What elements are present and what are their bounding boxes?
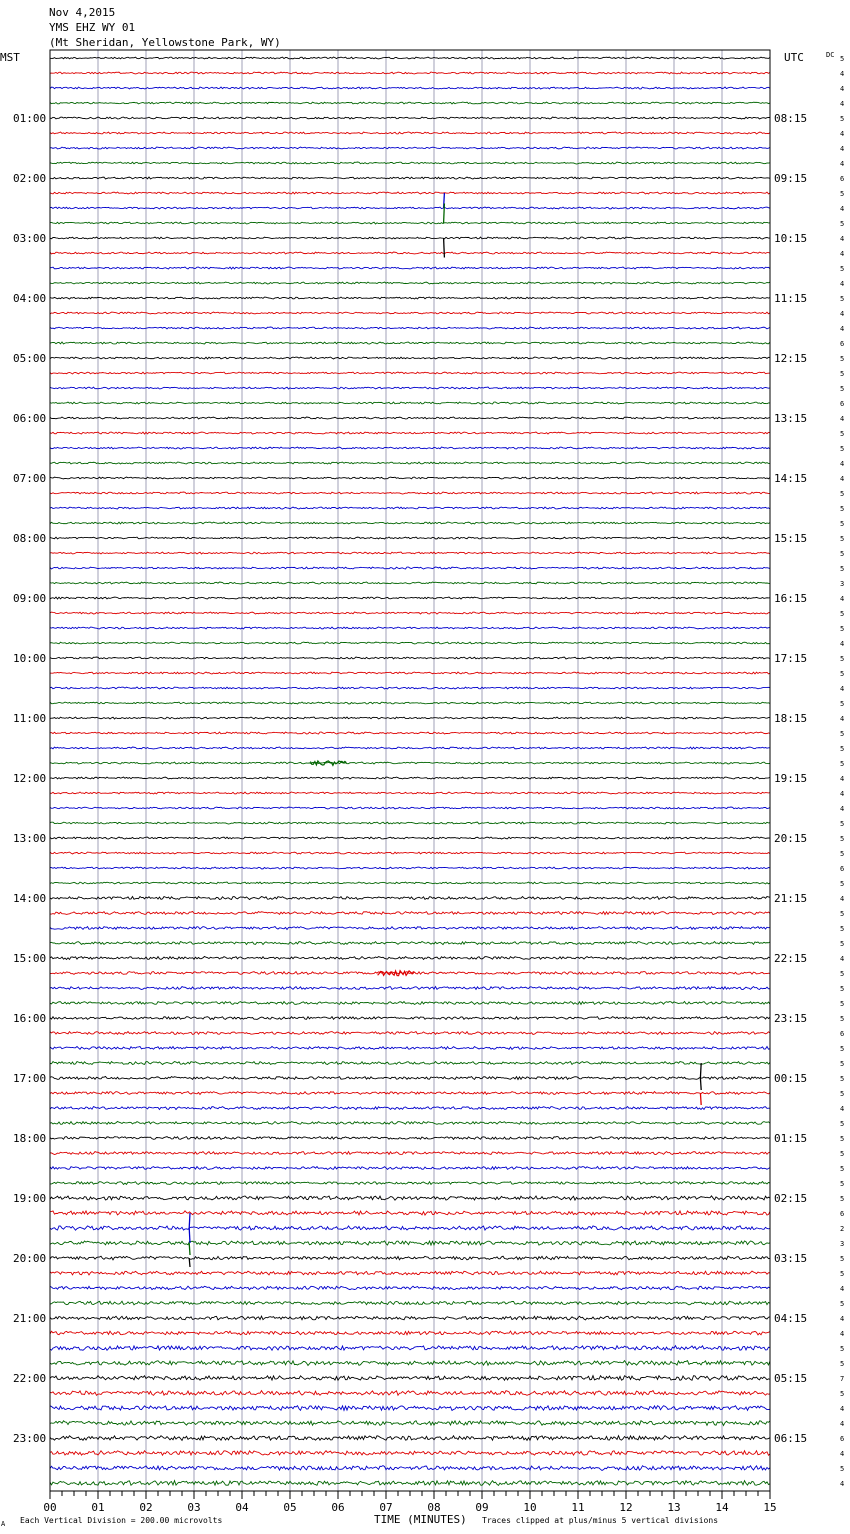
dc-value: 5: [840, 700, 845, 708]
utc-hour-label: 14:15: [774, 472, 808, 485]
dc-value: 5: [840, 910, 845, 918]
dc-value: 6: [840, 1435, 845, 1443]
dc-axis-label: DC: [826, 51, 835, 59]
dc-value: 5: [840, 1135, 845, 1143]
seismic-trace: [50, 837, 770, 839]
dc-value: 5: [840, 505, 845, 513]
seismic-trace: [50, 1047, 770, 1050]
mst-hour-label: 14:00: [13, 892, 47, 905]
dc-value: 4: [840, 1480, 845, 1488]
dc-value: 5: [840, 445, 845, 453]
dc-value: 5: [840, 1300, 845, 1308]
mst-hour-label: 23:00: [13, 1432, 47, 1445]
utc-hour-label: 17:15: [774, 652, 808, 665]
dc-value: 3: [840, 580, 845, 588]
seismic-trace: [50, 1166, 770, 1169]
utc-hour-label: 16:15: [774, 592, 808, 605]
dc-value: 7: [840, 1375, 845, 1383]
mst-hour-label: 17:00: [13, 1072, 47, 1085]
seismic-trace: [50, 732, 770, 734]
seismic-event-spike: [700, 1093, 701, 1105]
seismic-trace: [50, 462, 770, 464]
mst-hour-label: 04:00: [13, 292, 47, 305]
seismic-trace: [50, 102, 770, 104]
seismic-trace: [50, 402, 770, 404]
seismic-event-spike: [700, 1063, 701, 1078]
seismic-trace: [50, 1076, 770, 1079]
dc-value: 5: [840, 1120, 845, 1128]
seismic-trace: [50, 597, 770, 599]
mst-hour-label: 09:00: [13, 592, 47, 605]
dc-value: 4: [840, 955, 845, 963]
seismic-trace: [50, 942, 770, 945]
seismic-trace: [50, 1346, 770, 1351]
utc-hour-label: 05:15: [774, 1372, 808, 1385]
dc-value: 5: [840, 190, 845, 198]
seismic-trace: [50, 1017, 770, 1020]
seismic-trace: [50, 897, 770, 900]
seismic-trace: [50, 657, 770, 659]
dc-value: 4: [840, 595, 845, 603]
dc-value: 4: [840, 1105, 845, 1113]
seismic-trace: [50, 267, 770, 269]
utc-hour-label: 04:15: [774, 1312, 808, 1325]
seismic-trace: [50, 1436, 770, 1441]
dc-value: 5: [840, 880, 845, 888]
seismic-trace: [50, 72, 770, 74]
dc-value: 4: [840, 460, 845, 468]
x-tick-label: 13: [667, 1501, 681, 1514]
mst-hour-label: 10:00: [13, 652, 47, 665]
dc-value: 5: [840, 265, 845, 273]
seismic-trace: [50, 327, 770, 329]
dc-value: 4: [840, 130, 845, 138]
plot-frame: [50, 50, 770, 1491]
dc-value: 4: [840, 145, 845, 153]
dc-value: 5: [840, 610, 845, 618]
seismic-event-spike: [700, 1078, 701, 1090]
utc-hour-label: 22:15: [774, 952, 808, 965]
utc-hour-label: 11:15: [774, 292, 808, 305]
seismic-trace: [50, 522, 770, 524]
dc-value: 5: [840, 370, 845, 378]
seismic-trace: [50, 1062, 770, 1065]
seismic-trace: [50, 1271, 770, 1275]
seismic-trace: [50, 1361, 770, 1366]
dc-value: 5: [840, 355, 845, 363]
seismic-trace: [50, 927, 770, 930]
utc-hour-label: 21:15: [774, 892, 808, 905]
mst-hour-label: 19:00: [13, 1192, 47, 1205]
seismic-trace: [50, 1481, 770, 1486]
dc-value: 5: [840, 1045, 845, 1053]
seismic-trace: [50, 357, 770, 359]
seismic-trace: [50, 1331, 770, 1335]
seismic-trace: [50, 911, 770, 914]
dc-value: 4: [840, 235, 845, 243]
dc-value: 6: [840, 400, 845, 408]
seismic-trace: [50, 387, 770, 389]
dc-value: 5: [840, 970, 845, 978]
dc-value: 5: [840, 940, 845, 948]
dc-value: 5: [840, 625, 845, 633]
dc-value: 5: [840, 1000, 845, 1008]
utc-hour-label: 10:15: [774, 232, 808, 245]
mst-hour-label: 11:00: [13, 712, 47, 725]
seismic-trace: [50, 117, 770, 119]
utc-hour-label: 09:15: [774, 172, 808, 185]
dc-value: 5: [840, 535, 845, 543]
seismic-trace: [50, 582, 770, 584]
seismic-trace: [50, 342, 770, 344]
dc-value: 5: [840, 1150, 845, 1158]
seismic-trace: [50, 777, 770, 779]
mst-hour-label: 13:00: [13, 832, 47, 845]
seismic-event-spike: [444, 204, 445, 224]
seismic-trace: [50, 207, 770, 209]
dc-value: 5: [840, 1060, 845, 1068]
seismic-trace: [50, 297, 770, 299]
x-tick-label: 00: [43, 1501, 57, 1514]
seismic-trace: [50, 852, 770, 854]
seismic-trace: [50, 717, 770, 719]
utc-hour-label: 18:15: [774, 712, 808, 725]
seismic-trace: [50, 987, 770, 990]
dc-value: 5: [840, 1015, 845, 1023]
grid-lines: [98, 50, 722, 1491]
dc-value: 5: [840, 385, 845, 393]
dc-value: 5: [840, 1195, 845, 1203]
seismic-trace: [50, 822, 770, 824]
mst-hour-label: 20:00: [13, 1252, 47, 1265]
x-axis-title: TIME (MINUTES): [374, 1513, 467, 1526]
mst-hour-label: 07:00: [13, 472, 47, 485]
dc-value: 4: [840, 895, 845, 903]
x-tick-label: 04: [235, 1501, 249, 1514]
dc-value: 5: [840, 1165, 845, 1173]
seismic-trace: [50, 177, 770, 179]
dc-value: 6: [840, 1210, 845, 1218]
dc-value: 4: [840, 1315, 845, 1323]
seismic-trace: [50, 1211, 770, 1215]
x-tick-label: 03: [187, 1501, 201, 1514]
dc-value: 4: [840, 1330, 845, 1338]
utc-hour-label: 01:15: [774, 1132, 808, 1145]
dc-value: 5: [840, 490, 845, 498]
dc-value: 4: [840, 205, 845, 213]
seismic-trace: [50, 192, 770, 194]
seismic-trace: [50, 447, 770, 449]
dc-value: 4: [840, 475, 845, 483]
seismic-trace: [50, 1376, 770, 1381]
seismic-trace: [50, 372, 770, 374]
dc-value: 5: [840, 1270, 845, 1278]
scale-note: Each Vertical Division = 200.00 microvolts: [20, 1516, 223, 1525]
mst-hour-label: 16:00: [13, 1012, 47, 1025]
x-tick-label: 14: [715, 1501, 729, 1514]
seismic-trace: [50, 552, 770, 554]
dc-value: 5: [840, 115, 845, 123]
seismic-trace: [50, 612, 770, 614]
seismic-trace: [50, 252, 770, 254]
seismic-event-spike: [444, 238, 445, 258]
seismic-trace: [50, 1256, 770, 1260]
seismic-trace: [50, 477, 770, 479]
dc-value: 4: [840, 1405, 845, 1413]
seismic-trace: [50, 222, 770, 224]
seismic-trace: [50, 642, 770, 644]
seismic-trace: [50, 747, 770, 749]
seismic-trace: [50, 1092, 770, 1095]
seismic-trace: [50, 1316, 770, 1320]
dc-value: 4: [840, 640, 845, 648]
x-tick-label: 09: [475, 1501, 489, 1514]
utc-hour-label: 03:15: [774, 1252, 808, 1265]
seismic-event-burst: [310, 761, 346, 765]
seismic-trace: [50, 147, 770, 149]
seismic-trace: [50, 702, 770, 704]
clip-note: Traces clipped at plus/minus 5 vertical divisions: [482, 1516, 719, 1525]
station-location: (Mt Sheridan, Yellowstone Park, WY): [49, 36, 281, 49]
dc-value: 5: [840, 430, 845, 438]
x-tick-label: 06: [331, 1501, 345, 1514]
utc-hour-label: 06:15: [774, 1432, 808, 1445]
dc-value: 4: [840, 775, 845, 783]
mst-hour-label: 08:00: [13, 532, 47, 545]
utc-axis-label: UTC: [784, 51, 804, 64]
seismic-event-spike: [189, 1228, 190, 1243]
seismic-trace: [50, 1121, 770, 1124]
dc-value: 5: [840, 220, 845, 228]
dc-value: 5: [840, 925, 845, 933]
plot-date: Nov 4,2015: [49, 6, 116, 19]
dc-value: 5: [840, 850, 845, 858]
dc-value: 3: [840, 1240, 845, 1248]
mst-hour-label: 06:00: [13, 412, 47, 425]
x-tick-label: 08: [427, 1501, 441, 1514]
dc-value: 5: [840, 1180, 845, 1188]
seismic-trace: [50, 1391, 770, 1396]
dc-value: 6: [840, 175, 845, 183]
dc-value: 5: [840, 985, 845, 993]
utc-hour-label: 23:15: [774, 1012, 808, 1025]
seismic-trace: [50, 1182, 770, 1185]
seismic-trace: [50, 867, 770, 869]
dc-value: 4: [840, 1420, 845, 1428]
seismic-trace: [50, 882, 770, 884]
mst-hour-label: 12:00: [13, 772, 47, 785]
seismic-trace: [50, 537, 770, 539]
x-axis: [43, 1491, 776, 1514]
dc-values: [840, 55, 844, 1488]
seismic-trace: [50, 1421, 770, 1426]
dc-value: 5: [840, 820, 845, 828]
seismic-trace: [50, 237, 770, 239]
utc-hour-label: 02:15: [774, 1192, 808, 1205]
seismic-trace: [50, 1107, 770, 1110]
dc-value: 4: [840, 250, 845, 258]
seismic-trace: [50, 492, 770, 494]
seismic-trace: [50, 1466, 770, 1471]
dc-value: 5: [840, 565, 845, 573]
dc-value: 5: [840, 730, 845, 738]
dc-value: 4: [840, 805, 845, 813]
dc-value: 4: [840, 715, 845, 723]
mst-hour-label: 18:00: [13, 1132, 47, 1145]
dc-value: 4: [840, 100, 845, 108]
seismic-trace: [50, 1152, 770, 1155]
seismic-trace: [50, 282, 770, 284]
utc-hour-label: 19:15: [774, 772, 808, 785]
x-tick-label: 01: [91, 1501, 105, 1514]
seismic-trace: [50, 1286, 770, 1290]
station-code: YMS EHZ WY 01: [49, 21, 136, 34]
mst-hour-label: 21:00: [13, 1312, 47, 1325]
dc-value: 5: [840, 1345, 845, 1353]
mst-hour-label: 15:00: [13, 952, 47, 965]
utc-hour-label: 15:15: [774, 532, 808, 545]
dc-value: 5: [840, 1360, 845, 1368]
seismic-trace: [50, 132, 770, 134]
seismic-trace: [50, 1301, 770, 1305]
seismic-trace: [50, 1241, 770, 1245]
seismic-trace: [50, 432, 770, 434]
seismic-trace: [50, 1032, 770, 1035]
dc-value: 4: [840, 1450, 845, 1458]
mst-hour-label: 03:00: [13, 232, 47, 245]
seismic-trace: [50, 87, 770, 89]
seismic-trace: [50, 417, 770, 419]
x-tick-label: 02: [139, 1501, 153, 1514]
dc-value: 4: [840, 685, 845, 693]
seismic-trace: [50, 807, 770, 809]
dc-value: 5: [840, 295, 845, 303]
dc-value: 4: [840, 70, 845, 78]
seismic-event-spike: [189, 1258, 190, 1267]
dc-value: 5: [840, 760, 845, 768]
dc-value: 5: [840, 1075, 845, 1083]
utc-hour-label: 13:15: [774, 412, 808, 425]
dc-value: 2: [840, 1225, 845, 1233]
seismic-trace: [50, 1451, 770, 1456]
seismic-trace: [50, 567, 770, 569]
mst-hour-label: 22:00: [13, 1372, 47, 1385]
seismic-trace: [50, 1196, 770, 1200]
seismic-trace: [50, 792, 770, 794]
x-tick-label: 15: [763, 1501, 777, 1514]
x-tick-label: 07: [379, 1501, 393, 1514]
dc-value: 5: [840, 1255, 845, 1263]
seismic-trace: [50, 687, 770, 689]
seismic-trace: [50, 762, 770, 764]
seismic-trace: [50, 57, 770, 59]
mst-hour-label: 02:00: [13, 172, 47, 185]
mst-axis-label: MST: [0, 51, 20, 64]
dc-value: 4: [840, 310, 845, 318]
dc-value: 4: [840, 325, 845, 333]
dc-value: 4: [840, 415, 845, 423]
utc-hour-label: 12:15: [774, 352, 808, 365]
dc-value: 5: [840, 670, 845, 678]
x-tick-label: 11: [571, 1501, 585, 1514]
dc-value: 6: [840, 865, 845, 873]
dc-value: 5: [840, 655, 845, 663]
dc-value: 5: [840, 1465, 845, 1473]
dc-value: 6: [840, 340, 845, 348]
seismic-trace: [50, 672, 770, 674]
dc-value: 4: [840, 160, 845, 168]
mst-hour-label: 01:00: [13, 112, 47, 125]
dc-value: 4: [840, 790, 845, 798]
seismic-event-spike: [189, 1243, 190, 1255]
mst-hour-label: 05:00: [13, 352, 47, 365]
utc-hour-label: 00:15: [774, 1072, 808, 1085]
seismic-trace: [50, 1136, 770, 1139]
dc-value: 4: [840, 280, 845, 288]
dc-value: 5: [840, 1390, 845, 1398]
seismic-trace: [50, 1001, 770, 1004]
corner-mark: A: [1, 1520, 6, 1528]
x-tick-label: 10: [523, 1501, 537, 1514]
dc-value: 5: [840, 1090, 845, 1098]
x-tick-label: 12: [619, 1501, 633, 1514]
dc-value: 5: [840, 520, 845, 528]
x-tick-label: 05: [283, 1501, 297, 1514]
time-labels: [13, 112, 807, 1445]
seismic-trace: [50, 162, 770, 164]
dc-value: 5: [840, 550, 845, 558]
dc-value: 4: [840, 85, 845, 93]
dc-value: 5: [840, 745, 845, 753]
dc-value: 5: [840, 835, 845, 843]
dc-value: 4: [840, 1285, 845, 1293]
dc-value: 6: [840, 1030, 845, 1038]
seismic-trace: [50, 956, 770, 959]
seismic-trace: [50, 627, 770, 629]
seismic-trace: [50, 312, 770, 314]
seismic-event-spike: [189, 1213, 190, 1228]
seismic-trace: [50, 1406, 770, 1411]
utc-hour-label: 08:15: [774, 112, 808, 125]
utc-hour-label: 20:15: [774, 832, 808, 845]
dc-value: 5: [840, 55, 845, 63]
seismic-trace: [50, 507, 770, 509]
seismic-trace: [50, 1226, 770, 1230]
trace-layer: [50, 57, 770, 1485]
